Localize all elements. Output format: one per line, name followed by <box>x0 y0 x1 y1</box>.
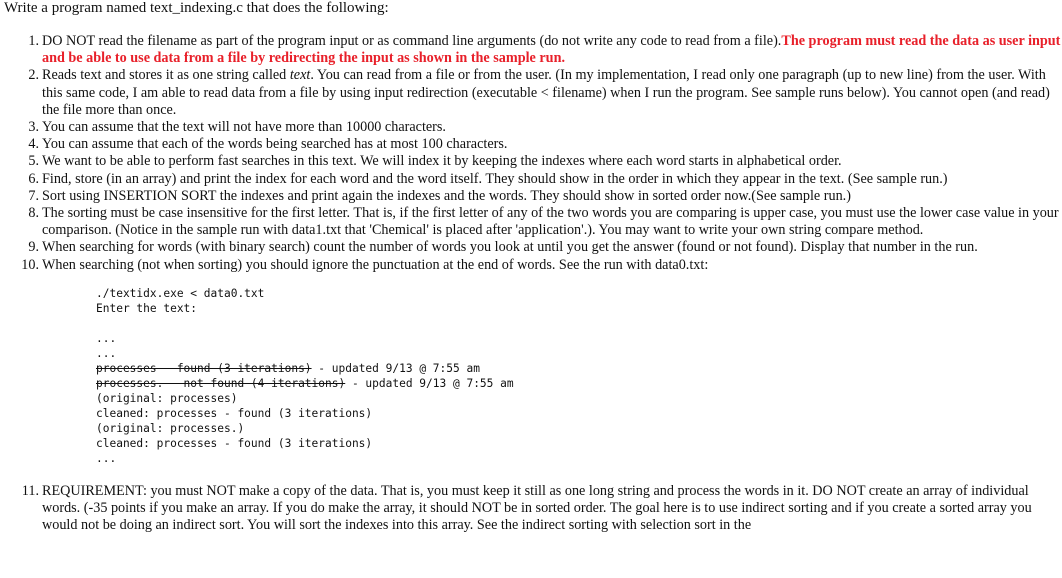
sample-run-code-block: ./textidx.exe < data0.txt Enter the text: ... ... processes found (3 iterations) - updated 9/13 @ 7:55 am processes. not found (4 iterations) - updated 9/13 @ 7:55 am (original: processes) cleaned: processes - found (3 iterations) (original: processes.) cleaned: processes - found (3 iterations) ... <box>96 286 514 465</box>
emphasis-red-text: The program must read the data as user input and be able to use data from a file by redirecting the input as shown in the sample run. <box>42 33 1061 67</box>
list-item: 4. You can assume that each of the words being searched has at most 100 characters. <box>28 136 508 153</box>
list-item: 1. DO NOT read the filename as part of the program input or as command line arguments (do not write any code to read from a file).The program must read the data as user input and be able to use data from a file by redirecting the input as shown in the sample run. <box>28 33 1061 67</box>
list-item: 6. Find, store (in an array) and print the index for each word and the word itself. They should show in the order in which they appear in the text. (See sample run.) <box>28 170 948 187</box>
list-item: 3. You can assume that the text will not have more than 10000 characters. <box>28 119 446 136</box>
requirements-list <box>0 33 1062 534</box>
intro-text: Write a program named text_indexing.c that does the following: <box>4 0 389 16</box>
list-item: 2. Reads text and stores it as one string called text. You can read from a file or from the user. (In my implementation, I read only one paragraph (up to new line) from the user. With this same code, I am able to read data from a file by using input redirection (executable < filename) when I run the program. See sample runs below). You cannot open (and read) the file more than once. <box>28 67 1050 118</box>
list-item: 11. REQUIREMENT: you must NOT make a copy of the data. That is, you must keep it still as one long string and process the words in it. DO NOT create an array of individual words. (-35 points if you make an array. If you do make the array, it should NOT be in sorted order. The goal here is to use indirect sorting and if you create a sorted array you would not be doing an indirect sort. You will sort the indexes into this array. See the indirect sorting with selection sort in the <box>21 482 1032 534</box>
list-item: 5. We want to be able to perform fast searches in this text. We will index it by keeping the indexes where each word starts in alphabetical order. <box>28 153 842 170</box>
list-item: 8. The sorting must be case insensitive for the first letter. That is, if the first letter of any of the two words you are comparing is upper case, you must use the lower case value in your comparison. (Notice in the sample run with data1.txt that 'Chemical' is placed after 'application'.). You may want to write your own string compare method. <box>28 205 1059 239</box>
list-item: 10. When searching (not when sorting) you should ignore the punctuation at the end of words. See the run with data0.txt: ./textidx.exe < data0.txt Enter the text: ... ... processes found (3 iterations) - updated 9/13 @ 7:55 am processes. not found (4 iterations) - updated 9/13 @ 7:55 am (original: processes) cleaned: processes - found (3 iterations) (original: processes.) cleaned: processes - found (3 iterations) ... <box>42 257 1062 466</box>
list-item: 9. When searching for words (with binary search) count the number of words you look at until you get the answer (found or not found). Display that number in the run. <box>28 239 978 256</box>
list-item: 7. Sort using INSERTION SORT the indexes and print again the indexes and the words. They should show in sorted order now.(See sample run.) <box>28 187 851 204</box>
